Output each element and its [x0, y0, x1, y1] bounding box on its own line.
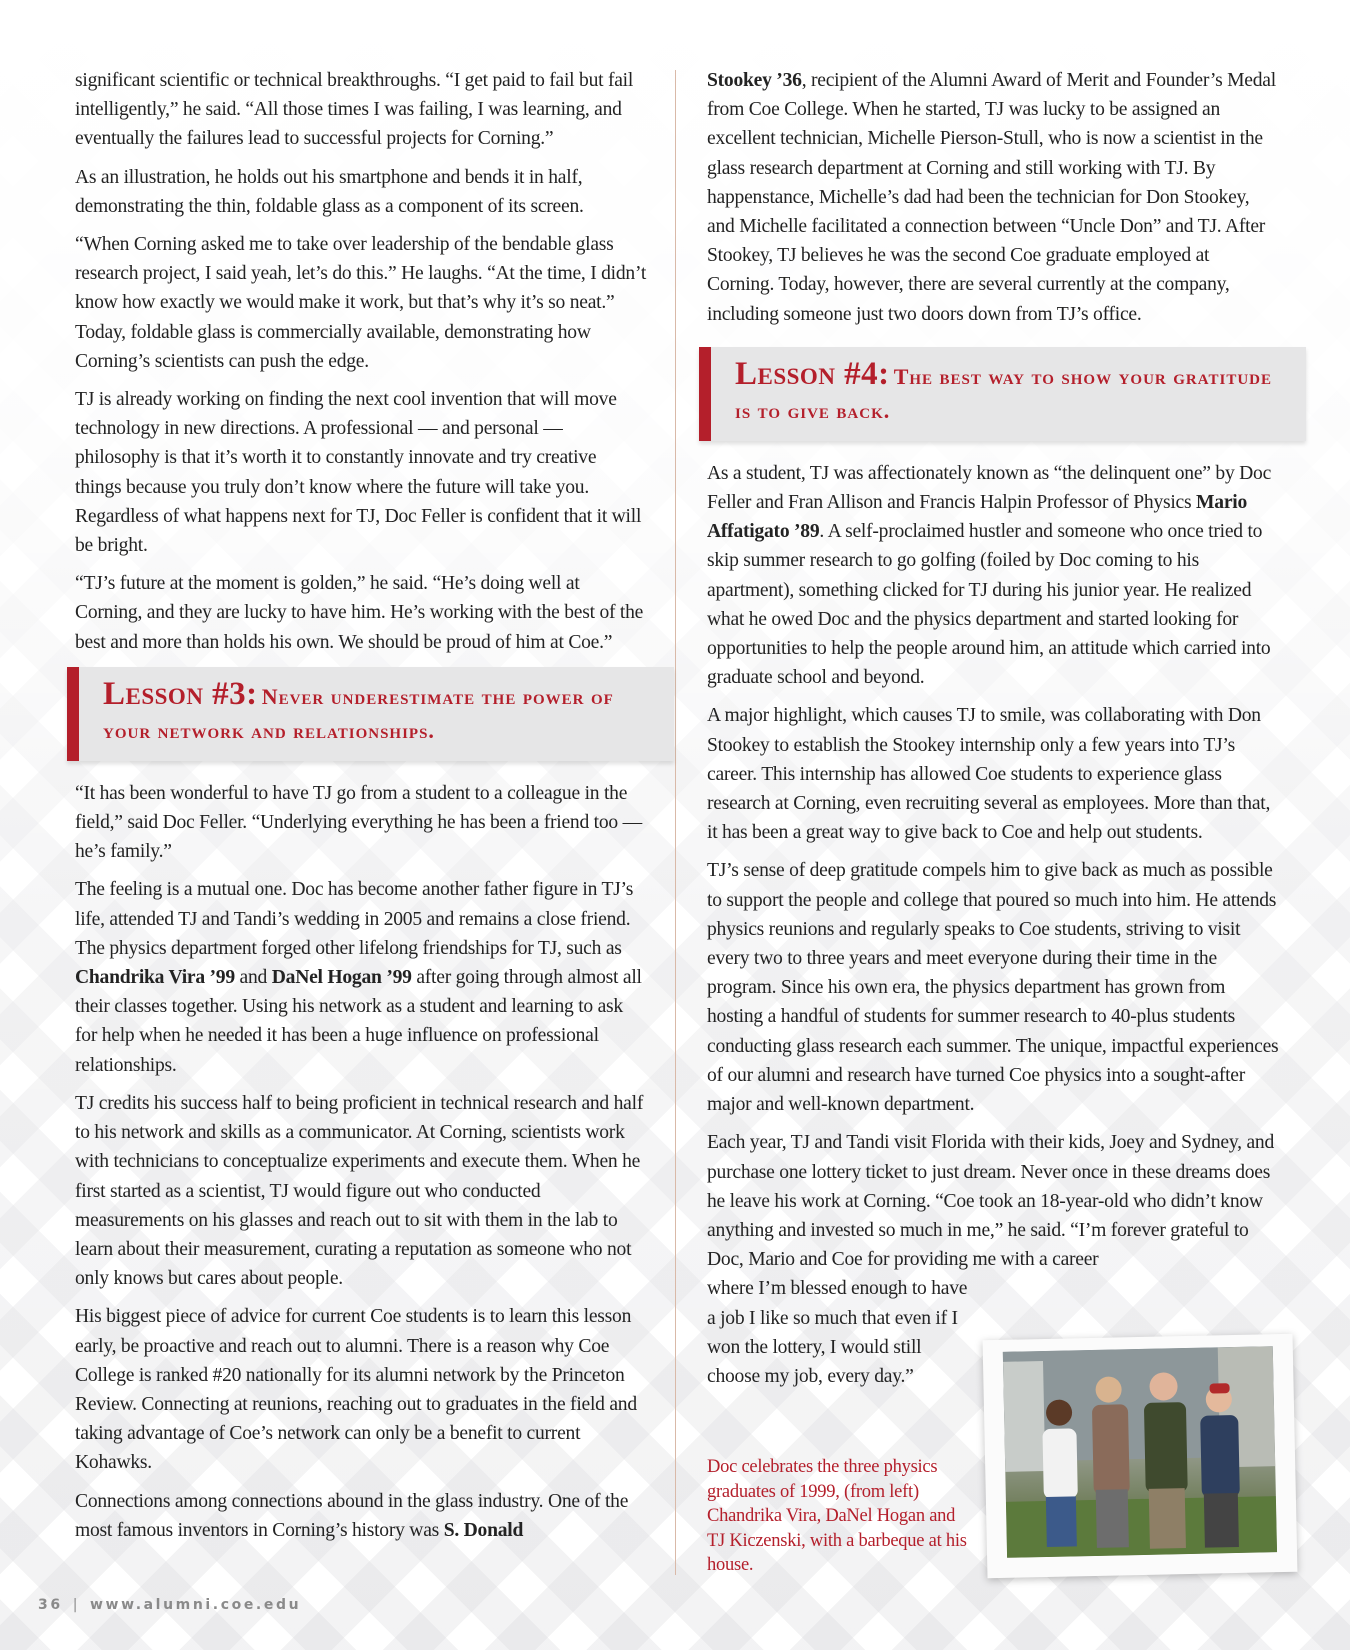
paragraph: As an illustration, he holds out his smartphone and bends it in half, demonstrating the thin, foldable glass as a component of its screen. [75, 166, 584, 217]
paragraph [707, 66, 1279, 329]
group-photo-illustration [1003, 1346, 1277, 1558]
lesson-number: Lesson #3: [103, 675, 258, 712]
lesson-text: Never underestimate the power of your network and relationships. [103, 683, 614, 743]
alumni-name: DaNel Hogan ’99 [271, 967, 412, 989]
left-column [75, 66, 647, 1554]
text-run: and [234, 967, 272, 989]
text-run: after going through almost all their classes together. Using his network as a student and learning to ask for help when he needed it has been a huge influence on professional relationships. [75, 967, 642, 1076]
text-run: As a student, TJ was affectionately known as “the delinquent one” by Doc Feller and Fran Allison and Francis Halpin Professor of Physics [707, 462, 1272, 514]
alumni-name: Chandrika Vira ’99 [75, 967, 235, 989]
text-run: . A self-proclaimed hustler and someone who once tried to skip summer research to go golfing (foiled by Doc coming to his apartment), something clicked for TJ during his junior year. He realized what he owed Doc and the physics department and started looking for opportunities to help the people around him, an attitude which carried into graduate school and beyond. [707, 521, 1271, 689]
paragraph: TJ’s sense of deep gratitude compels him to give back as much as possible to support the people and college that poured so much into him. He attends physics reunions and regularly speaks to Coe students, striving to visit every two to three years and meet everyone during their time in the program. Since his own era, the physics department has grown from hosting a handful of students for summer research to 40-plus students conducting glass research each summer. The unique, impactful experiences of our alumni and research have turned Coe physics into a sought-after major and well-known department. [707, 860, 1279, 1116]
lesson-3-heading [67, 667, 674, 761]
paragraph [707, 459, 1279, 693]
paragraph: TJ is already working on finding the next cool invention that will move technology in new directions. A professional — and personal — philosophy is that it’s worth it to constantly innovate and try creative things because you truly don’t know where the future will take you. Regardless of what happens next for TJ, Doc Feller is confident that it will be bright. [75, 389, 642, 557]
lesson-text: The best way to show your gratitude is to give back. [735, 363, 1272, 423]
footer-url[interactable]: www.alumni.coe.edu [90, 1597, 302, 1613]
alumni-name: Mario Affatigato ’89 [707, 492, 1248, 543]
photo-frame [983, 1334, 1298, 1578]
right-column [707, 66, 1279, 1400]
text-run: The feeling is a mutual one. Doc has become another father figure in TJ’s life, attended TJ and Tandi’s wedding in 2005 and remains a close friend. The physics department forged other lifelong friendships for TJ, such as [75, 879, 634, 959]
text-run: Connections among connections abound in the glass industry. One of the most famous inventors in Corning’s history was [75, 1490, 629, 1541]
paragraph: A major highlight, which causes TJ to smile, was collaborating with Don Stookey to establish the Stookey internship only a few years into TJ’s career. This internship has allowed Coe students to experience glass research at Corning, even recruiting several as employees. More than that, it has been a great way to give back to Coe and help out students. [707, 705, 1271, 844]
alumni-name: S. Donald [443, 1519, 524, 1541]
paragraph: His biggest piece of advice for current Coe students is to learn this lesson early, be proactive and reach out to alumni. There is a reason why Coe College is ranked #20 nationally for its alumni network by the Princeton Review. Connecting at reunions, reaching out to graduates in the field and taking advantage of Coe’s network can only be a benefit to current Kohawks. [75, 1306, 637, 1474]
paragraph: Each year, TJ and Tandi visit Florida with their kids, Joey and Sydney, and purchase one lottery ticket to just dream. Never once in these dreams does he leave his work at Corning. “Coe took an 18-year-old who didn’t know anything and invested so much in me,” he said. “I’m forever grateful to Doc, Mario and Coe for providing me with a career [707, 1132, 1274, 1271]
footer-separator: | [72, 1597, 81, 1613]
paragraph: “When Corning asked me to take over leadership of the bendable glass research project, I said yeah, let’s do this.” He laughs. “At the time, I didn’t know how exactly we would make it work, but that’s why it’s so neat.” Today, foldable glass is commercially available, demonstrating how Corning’s scientists can push the edge. [75, 234, 647, 372]
paragraph [75, 1487, 647, 1545]
photo-caption: Doc celebrates the three physics graduates of 1999, (from left) Chandrika Vira, DaNel Hogan and TJ Kiczenski, with a barbeque at his house. [707, 1457, 967, 1575]
paragraph: significant scientific or technical breakthroughs. “I get paid to fail but fail intelligently,” he said. “All those times I was failing, I was learning, and eventually the failures lead to successful projects for Corning.” [75, 70, 634, 150]
alumni-name: Stookey ’36 [707, 70, 802, 91]
paragraph: “It has been wonderful to have TJ go from a student to a colleague in the field,” said Doc Feller. “Underlying everything he has been a friend too — he’s family.” [75, 782, 642, 863]
page-number: 36 [38, 1597, 63, 1613]
paragraph: TJ credits his success half to being proficient in technical research and half to his network and skills as a communicator. At Corning, scientists work with technicians to conceptualize experiments and execute them. When he first started as a scientist, TJ would figure out who conducted measurements on his glasses and reach out to sit with them in the lab to learn about their measurement, curating a reputation as someone who not only knows but cares about people. [75, 1092, 644, 1290]
lesson-4-heading [699, 347, 1306, 441]
paragraph [75, 875, 647, 1079]
column-divider [675, 70, 676, 1575]
text-run: , recipient of the Alumni Award of Merit and Founder’s Medal from Coe College. When he started, TJ was lucky to be assigned an excellent technician, Michelle Pierson-Stull, who is now a scientist in the glass research department at Corning and still working with TJ. By happenstance, Michelle’s dad had been the technician for Don Stookey, and Michelle facilitated a connection between “Uncle Don” and TJ. After Stookey, TJ believes he was the second Coe graduate employed at Corning. Today, however, there are several currently at the company, including someone just two doors down from TJ’s office. [707, 70, 1276, 325]
paragraph-wrap: where I’m blessed enough to have a job I like so much that even if I won the lottery, I would still choose my job, every day.” [707, 1278, 968, 1387]
group-photo [1003, 1346, 1277, 1558]
page-footer [38, 1597, 301, 1613]
lesson-number: Lesson #4: [735, 355, 890, 392]
paragraph: “TJ’s future at the moment is golden,” he said. “He’s doing well at Corning, and they are lucky to have him. He’s working with the best of the best and more than holds his own. We should be proud of him at Coe.” [75, 573, 644, 653]
